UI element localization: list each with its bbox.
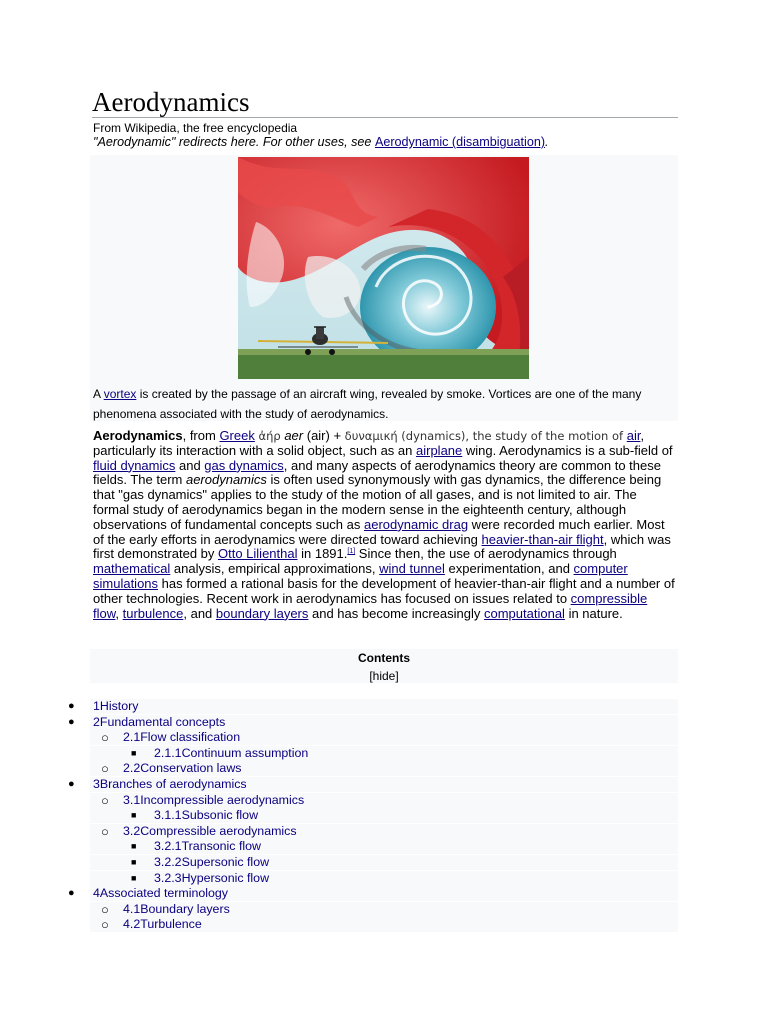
toc-number: 2.1	[123, 730, 141, 745]
toc-bullet: ●	[68, 700, 75, 712]
toc-link[interactable]	[123, 730, 240, 745]
lead-text: , from	[182, 428, 220, 443]
toc-number: 3.1	[123, 792, 141, 807]
toc-bullet: ○	[101, 730, 109, 746]
hatnote-suffix: .	[545, 135, 549, 149]
toc-item	[0, 715, 768, 730]
toc-row-background	[90, 699, 678, 714]
heavier-than-air-flight-link[interactable]: heavier-than-air flight	[481, 531, 604, 547]
toc-item	[0, 886, 768, 901]
toc-bullet: ■	[131, 872, 137, 883]
toc-label: Incompressible aerodynamics	[140, 792, 305, 807]
toc-number: 3.2.2	[154, 855, 182, 869]
toc-number: 3	[93, 777, 100, 791]
toc-number: 1	[93, 699, 100, 713]
toc-label: Branches of aerodynamics	[99, 777, 247, 791]
air-link[interactable]: air	[626, 428, 641, 443]
toc-label: Supersonic flow	[181, 855, 270, 869]
lead-paragraph	[93, 429, 675, 621]
lead-text: in nature.	[564, 605, 623, 621]
lead-text: analysis, empirical approximations,	[170, 561, 380, 577]
toc-label: Turbulence	[140, 917, 202, 932]
toc-link[interactable]	[154, 839, 261, 854]
toc-number: 2.2	[123, 761, 141, 776]
lead-text: has formed a rational basis for the development of heavier-than-air flight and a number of other technologies. Recent work in aerodynamics has focused on issues related to	[93, 575, 675, 606]
toc-link[interactable]	[123, 793, 304, 808]
toc-bullet: ○	[101, 901, 109, 917]
toc-item	[0, 777, 768, 792]
toc-label: Boundary layers	[140, 901, 230, 916]
toc-number: 2	[93, 714, 100, 729]
toc-link[interactable]	[154, 871, 269, 886]
computational-link[interactable]: computational	[484, 605, 565, 621]
toc-bullet: ●	[68, 887, 75, 900]
lead-text: is often used synonymously with gas dynamics, the difference being that "gas dynamics" applies to the study of the motion of all gases, and is not limited to air. The formal study of aerodynamics began in the modern sense in the eighteenth century, although observations of fundamental concepts such as	[93, 472, 662, 532]
toc-link[interactable]	[154, 746, 308, 761]
toc-item	[0, 902, 768, 917]
toc-bullet: ■	[131, 857, 137, 867]
toc-bullet: ●	[68, 778, 75, 790]
toc-label: Continuum assumption	[181, 745, 309, 760]
lead-bold-term: Aerodynamics	[93, 428, 183, 443]
toc-label: Transonic flow	[181, 839, 261, 854]
computer-simulations-link[interactable]: computer simulations	[93, 561, 628, 591]
lead-text: experimentation, and	[444, 561, 574, 577]
toc-label: Hypersonic flow	[181, 870, 270, 885]
toc-bullet: ○	[101, 823, 109, 839]
toc-item	[0, 839, 768, 854]
lead-text: were recorded much earlier. Most of the early efforts in aerodynamics were directed toward achieving	[93, 516, 665, 547]
caption-text-rest: is created by the passage of an aircraft wing, revealed by smoke. Vortices are one of the many phenomena associated with the study of aerodynamics.	[93, 387, 642, 421]
hatnote-text: "Aerodynamic" redirects here. For other uses, see	[93, 135, 375, 149]
toc-number: 3.2.3	[154, 870, 182, 885]
toc-item	[0, 917, 768, 932]
lead-text: , which was first demonstrated by	[93, 531, 671, 562]
vortex-link[interactable]: vortex	[103, 387, 137, 401]
toc-title: Contents	[358, 651, 410, 665]
turbulence-link[interactable]: turbulence	[122, 605, 184, 621]
lead-text: in 1891.	[297, 546, 348, 562]
toc-label: Compressible aerodynamics	[140, 823, 297, 838]
toc-item	[0, 855, 768, 870]
toc-link[interactable]	[123, 902, 230, 917]
toc-number: 3.2	[123, 823, 141, 838]
greek-link[interactable]: Greek	[219, 428, 255, 443]
toc-label: Flow classification	[140, 730, 241, 745]
toc-bullet: ●	[68, 715, 75, 728]
toc-header	[90, 649, 678, 683]
greek-gloss: δυναμική (dynamics), the study of the motion of	[344, 429, 627, 443]
toc-item	[0, 824, 768, 839]
toc-bullet: ○	[101, 917, 109, 933]
aerodynamic-drag-link[interactable]: aerodynamic drag	[364, 516, 469, 532]
boundary-layers-link[interactable]: boundary layers	[215, 605, 309, 621]
toc-label: Fundamental concepts	[99, 714, 226, 729]
toc-bullet: ■	[131, 810, 137, 821]
toc-number: 3.1.1	[154, 808, 182, 823]
lead-text: and has become increasingly	[308, 605, 484, 621]
wind-tunnel-link[interactable]: wind tunnel	[379, 561, 445, 577]
otto-lilienthal-link[interactable]: Otto Lilienthal	[218, 546, 298, 562]
toc-label: Conservation laws	[140, 761, 242, 776]
toc-number: 4.1	[123, 901, 141, 916]
greek-word: ἀήρ	[254, 429, 285, 443]
airplane-link[interactable]: airplane	[416, 442, 463, 458]
title-divider	[92, 117, 678, 118]
toc-bullet: ○	[101, 792, 109, 808]
toc-link[interactable]	[123, 761, 241, 776]
toc-item	[0, 699, 768, 714]
thumbnail-figure	[90, 155, 678, 421]
toc-link[interactable]	[93, 777, 247, 792]
lead-text: , and many aspects of aerodynamics theory are common to these fields. The term	[93, 457, 661, 488]
toc-bullet: ○	[101, 761, 109, 777]
toc-item	[0, 730, 768, 745]
lead-text: , and	[183, 605, 216, 621]
toc-label: Subsonic flow	[181, 808, 259, 823]
toc-label: History	[99, 699, 139, 713]
figure-caption	[93, 384, 668, 424]
compressible-flow-link[interactable]: compressible flow	[93, 590, 648, 621]
toc-item	[0, 808, 768, 823]
toc-label: Associated terminology	[99, 886, 229, 901]
toc-link[interactable]	[154, 808, 258, 823]
toc-bullet: ■	[131, 841, 137, 852]
site-subtitle: From Wikipedia, the free encyclopedia	[93, 121, 298, 135]
toc-link[interactable]	[154, 855, 269, 870]
lead-text: and	[175, 457, 205, 473]
toc-link[interactable]	[93, 886, 228, 901]
toc-number: 2.1.1	[154, 745, 182, 760]
gas-dynamics-link[interactable]: gas dynamics	[204, 457, 284, 473]
lead-text: , particularly its interaction with a solid object, such as an	[93, 428, 645, 458]
lead-text: ,	[115, 605, 123, 621]
toc-hide-toggle[interactable]: [hide]	[369, 669, 399, 683]
citation-link[interactable]: [1]	[347, 548, 356, 556]
toc-link[interactable]	[93, 715, 225, 730]
toc-item	[0, 793, 768, 808]
lead-italic-term: aerodynamics	[185, 472, 267, 488]
lead-text: wing. Aerodynamics is a sub-field of	[462, 442, 673, 458]
vortex-smoke-image[interactable]	[238, 157, 529, 379]
toc-number: 4.2	[123, 917, 141, 932]
toc-link[interactable]	[93, 699, 138, 714]
disambiguation-link[interactable]: Aerodynamic (disambiguation)	[374, 135, 546, 149]
toc-item	[0, 871, 768, 886]
toc-bullet: ■	[131, 747, 137, 758]
toc-number: 3.2.1	[154, 839, 182, 854]
lead-text: (air) +	[303, 428, 345, 443]
toc-item	[0, 746, 768, 761]
mathematical-link[interactable]: mathematical	[93, 561, 171, 577]
toc-item	[0, 761, 768, 776]
page-title: Aerodynamics	[92, 87, 250, 117]
toc-number: 4	[93, 886, 100, 901]
caption-text: A	[93, 387, 104, 401]
fluid-dynamics-link[interactable]: fluid dynamics	[93, 457, 176, 473]
lead-text: Since then, the use of aerodynamics through	[355, 546, 617, 562]
transliteration: aer	[284, 428, 304, 443]
toc-link[interactable]	[123, 824, 297, 839]
hatnote	[93, 134, 549, 150]
toc-link[interactable]	[123, 917, 202, 932]
